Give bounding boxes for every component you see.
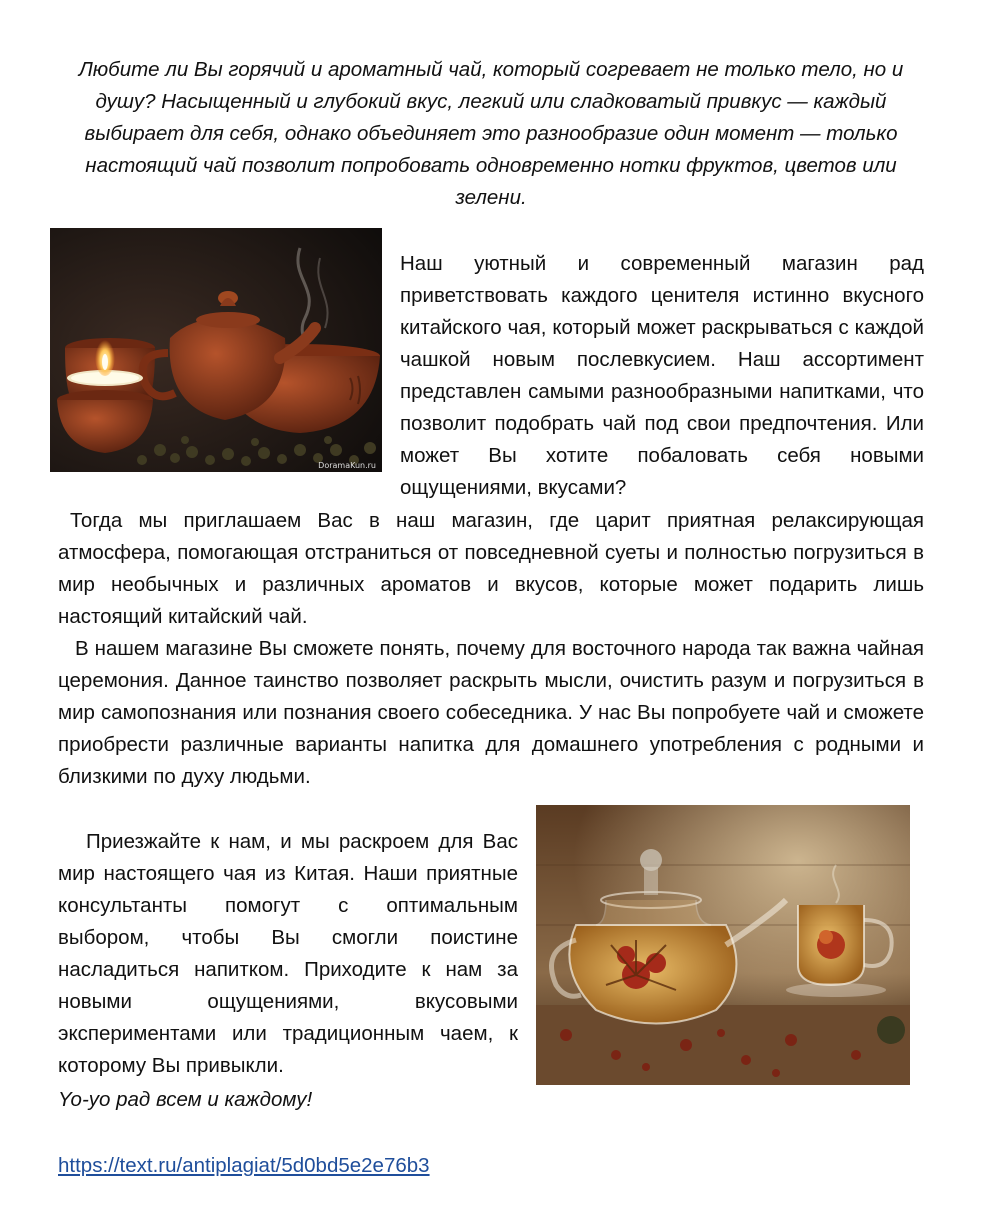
- antiplagiat-link[interactable]: https://text.ru/antiplagiat/5d0bd5e2e76b3: [58, 1154, 430, 1177]
- photo-watermark: DoramaKun.ru: [318, 461, 376, 470]
- clay-teapot-photo: [50, 228, 382, 472]
- visit-paragraph: Приезжайте к нам, и мы раскроем для Вас мир настоящего чая из Китая. Наши приятные консультанты помогут с оптимальным выбором, чтобы Вы смогли поистине насладиться напитком. Приходите к нам за новыми ощущениями, вкусовыми экспериментами или традиционным чаем, к которому Вы привыкли.: [58, 830, 518, 1077]
- intro-paragraph: Любите ли Вы горячий и ароматный чай, который согревает не только тело, но и душу? Насыщенный и глубокий вкус, легкий или сладковатый привкус — каждый выбирает для себя, однако объединяет это разнообразие один момент — только настоящий чай позволит попробовать одновременно нотки фруктов, цветов или зелени.: [78, 58, 904, 209]
- signature-line: Yo-yo рад всем и каждому!: [58, 1088, 313, 1111]
- shop-paragraph: Наш уютный и современный магазин рад приветствовать каждого ценителя истинно вкусного китайского чая, который может раскрываться с каждой чашкой новым послевкусием. Наш ассортимент представлен самыми разнообразными напитками, что позволит подобрать чай под свои предпочтения. Или может Вы хотите побаловать себя новыми ощущениями, вкусами?: [400, 252, 924, 499]
- invite-paragraph: Тогда мы приглашаем Вас в наш магазин, где царит приятная релаксирующая атмосфера, помогающая отстраниться от повседневной суеты и полностью погрузиться в мир необычных и различных ароматов и вкусов, которые может подарить лишь настоящий китайский чай.: [58, 509, 924, 628]
- ceremony-paragraph: В нашем магазине Вы сможете понять, почему для восточного народа так важна чайная церемония. Данное таинство позволяет раскрыть мысли, очистить разум и погрузиться в мир самопознания или познания своего собеседника. У нас Вы попробуете чай и сможете приобрести различные варианты напитка для домашнего употребления с родными и близкими по духу людьми.: [58, 637, 924, 788]
- glass-teapot-photo: [536, 805, 910, 1085]
